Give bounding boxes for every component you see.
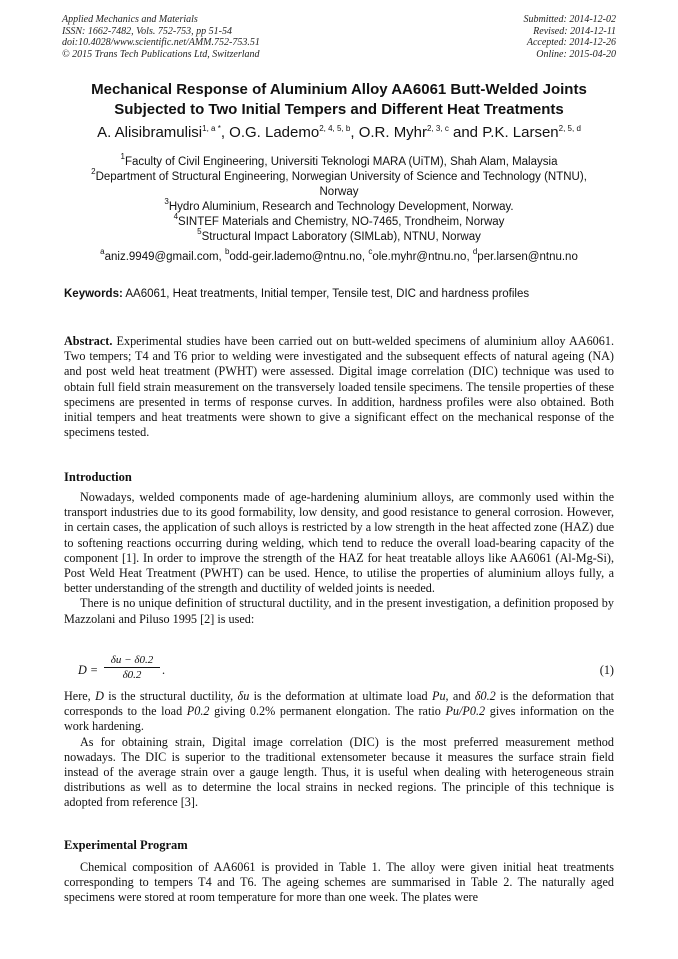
equation-denominator: δ0.2 xyxy=(122,669,142,681)
math-symbol: δ0.2 xyxy=(474,689,496,703)
journal-header-left xyxy=(62,14,260,60)
affil-marker: 2 xyxy=(91,167,96,176)
paragraph: As for obtaining strain, Digital image correlation (DIC) is the most preferred measurement method nowadays. The DIC is superior to the traditional extensometer because it measures the surface strain field instead of the average strain over a gauge length. Thus, it is useful when dealing with heterogeneous strain distributions as well as to determine the local strains in necked regions. The principle of this technique is adopted from reference [3]. xyxy=(64,734,614,810)
affil-text: Hydro Aluminium, Research and Technology Development, Norway. xyxy=(168,201,514,213)
affil-text: Structural Impact Laboratory (SIMLab), NTNU, Norway xyxy=(201,231,481,243)
issn-line: ISSN: 1662-7482, Vols. 752-753, pp 51-54 xyxy=(62,25,232,37)
math-symbol: Pu, xyxy=(432,689,449,703)
introduction-body-cont xyxy=(64,689,614,811)
text-run: and xyxy=(448,689,475,703)
author-name: P.K. Larsen xyxy=(482,124,559,141)
email-marker: a xyxy=(100,247,105,256)
paragraph xyxy=(64,689,614,735)
paragraph: There is no unique definition of structural ductility, and in the present investigation, a definition proposed by Mazzolani and Piluso 1995 [2] is used: xyxy=(64,596,614,626)
affil-marker: 1 xyxy=(120,152,125,161)
text-run: giving 0.2% permanent elongation. The ratio xyxy=(209,704,446,719)
online-date: Online: 2015-04-20 xyxy=(536,48,616,60)
copyright-line: © 2015 Trans Tech Publications Ltd, Switzerland xyxy=(62,48,260,60)
email-marker: d xyxy=(472,247,478,256)
accepted-date: Accepted: 2014-12-26 xyxy=(526,37,616,49)
affiliation-4 xyxy=(40,212,638,230)
keywords-label: Keywords: xyxy=(64,288,123,300)
affiliation-3 xyxy=(40,197,638,215)
section-heading-introduction: Introduction xyxy=(64,470,132,484)
submitted-date: Submitted: 2014-12-02 xyxy=(523,14,616,25)
email-link[interactable]: per.larsen@ntnu.no xyxy=(477,251,578,263)
author-separator: , xyxy=(220,124,230,141)
title-line-1: Mechanical Response of Aluminium Alloy AA6061 Butt-Welded Joints xyxy=(91,81,587,98)
text-run: is the deformation at ultimate load xyxy=(249,689,432,703)
text-run: is the deformation that corresponds to the load xyxy=(64,689,615,719)
math-symbol: Pu/P0.2 xyxy=(445,704,486,719)
affil-text: SINTEF Materials and Chemistry, NO-7465, Trondheim, Norway xyxy=(178,216,505,228)
abstract xyxy=(64,334,614,440)
text-run: Here, xyxy=(64,689,96,703)
author-affil-marker: 1, a * xyxy=(202,124,221,133)
equation-period: . xyxy=(162,663,166,677)
text-run: gives information on the work hardening. xyxy=(64,704,614,734)
affil-marker: 5 xyxy=(197,227,202,236)
math-symbol: P0.2 xyxy=(186,704,210,719)
equation-number: (1) xyxy=(599,663,614,677)
paper-title xyxy=(40,80,638,120)
author-emails xyxy=(20,247,658,265)
math-symbol: D xyxy=(95,689,104,703)
revised-date: Revised: 2014-12-11 xyxy=(533,25,616,37)
author-name: A. Alisibramulisi xyxy=(97,124,203,141)
affiliation-2 xyxy=(40,167,638,185)
experimental-body xyxy=(64,860,614,906)
email-link[interactable]: aniz.9949@gmail.com, xyxy=(104,251,225,263)
email-marker: b xyxy=(224,247,230,256)
affiliation-1 xyxy=(40,152,638,170)
author-list xyxy=(20,123,658,143)
title-line-2: Subjected to Two Initial Tempers and Different Heat Treatments xyxy=(114,101,564,118)
paragraph: Nowadays, welded components made of age-hardening aluminium alloys, are commonly used within the transport industries due to its good formability, low density, and good resistance to general corrosion. However, in certain cases, the application of such alloys is restricted by a low strength in the heat affected zone (HAZ) due to softening reactions occurring during welding, which tend to reduce the overall load-bearing capacity of the component [1]. In order to improve the strength of the HAZ for heat treatable alloys like AA6061 (Al-Mg-Si), Post Weld Heat Treatment (PWHT) can be used. Hence, to utilise the properties of aluminium alloys fully, a better understanding of the strength and ductility of welded joints is needed. xyxy=(64,490,614,596)
introduction-body xyxy=(64,490,614,627)
equation-fraction xyxy=(104,654,160,681)
math-symbol: δu xyxy=(237,689,250,703)
affil-marker: 4 xyxy=(173,212,179,221)
affiliation-5 xyxy=(40,227,638,245)
email-link[interactable]: odd-geir.lademo@ntnu.no, xyxy=(229,251,369,263)
equation-lhs: D = xyxy=(78,663,99,677)
author-affil-marker: 2, 3, c xyxy=(427,124,449,133)
section-heading-experimental: Experimental Program xyxy=(64,838,188,852)
author-affil-marker: 2, 5, d xyxy=(558,124,581,133)
affiliations xyxy=(40,152,638,245)
author-name: O.G. Lademo xyxy=(229,124,320,141)
equation-1 xyxy=(64,654,614,688)
keywords-text: AA6061, Heat treatments, Initial temper, Tensile test, DIC and hardness profiles xyxy=(122,288,530,300)
abstract-label: Abstract. xyxy=(64,334,113,348)
author-separator: and xyxy=(448,124,483,141)
keywords xyxy=(64,287,624,302)
journal-header-right xyxy=(524,14,617,60)
author-separator: , xyxy=(350,124,359,141)
equation-numerator: δu − δ0.2 xyxy=(104,654,160,668)
paragraph: Chemical composition of AA6061 is provided in Table 1. The alloy were given initial heat treatments corresponding to tempers T4 and T6. The ageing schemes are summarised in Table 2. The naturally aged specimens were stored at room temperature for more than one week. The plates were xyxy=(64,860,614,905)
abstract-text: Experimental studies have been carried out on butt-welded specimens of aluminium alloy AA6061. Two tempers; T4 and T6 prior to welding were investigated and the subsequent effects of natural ageing (NA) and post weld heat treatment (PWHT) were assessed. Digital image correlation (DIC) technique was used to obtain full field strain measurement on the transversely loaded tensile specimens. The tensile properties of these specimens are presented in terms of response curves. In addition, hardness profiles were also obtained. Both initial tempers and heat treatments were shown to give a significant effect on the mechanical response of the specimens tested. xyxy=(64,334,614,440)
author-affil-marker: 2, 4, 5, b xyxy=(319,124,351,133)
author-name: O.R. Myhr xyxy=(358,124,428,141)
email-marker: c xyxy=(368,247,373,256)
text-run: is the structural ductility, xyxy=(103,689,238,703)
email-link[interactable]: ole.myhr@ntnu.no, xyxy=(372,251,473,263)
affil-text: Department of Structural Engineering, Norwegian University of Science and Technology (NTNU), xyxy=(95,171,587,183)
affil-text: Faculty of Civil Engineering, Universiti Teknologi MARA (UiTM), Shah Alam, Malaysia xyxy=(124,156,558,168)
affiliation-2-cont: Norway xyxy=(319,186,359,198)
journal-name: Applied Mechanics and Materials xyxy=(62,14,198,25)
doi-line[interactable]: doi:10.4028/www.scientific.net/AMM.752-753.51 xyxy=(62,37,260,49)
affil-marker: 3 xyxy=(164,197,169,206)
